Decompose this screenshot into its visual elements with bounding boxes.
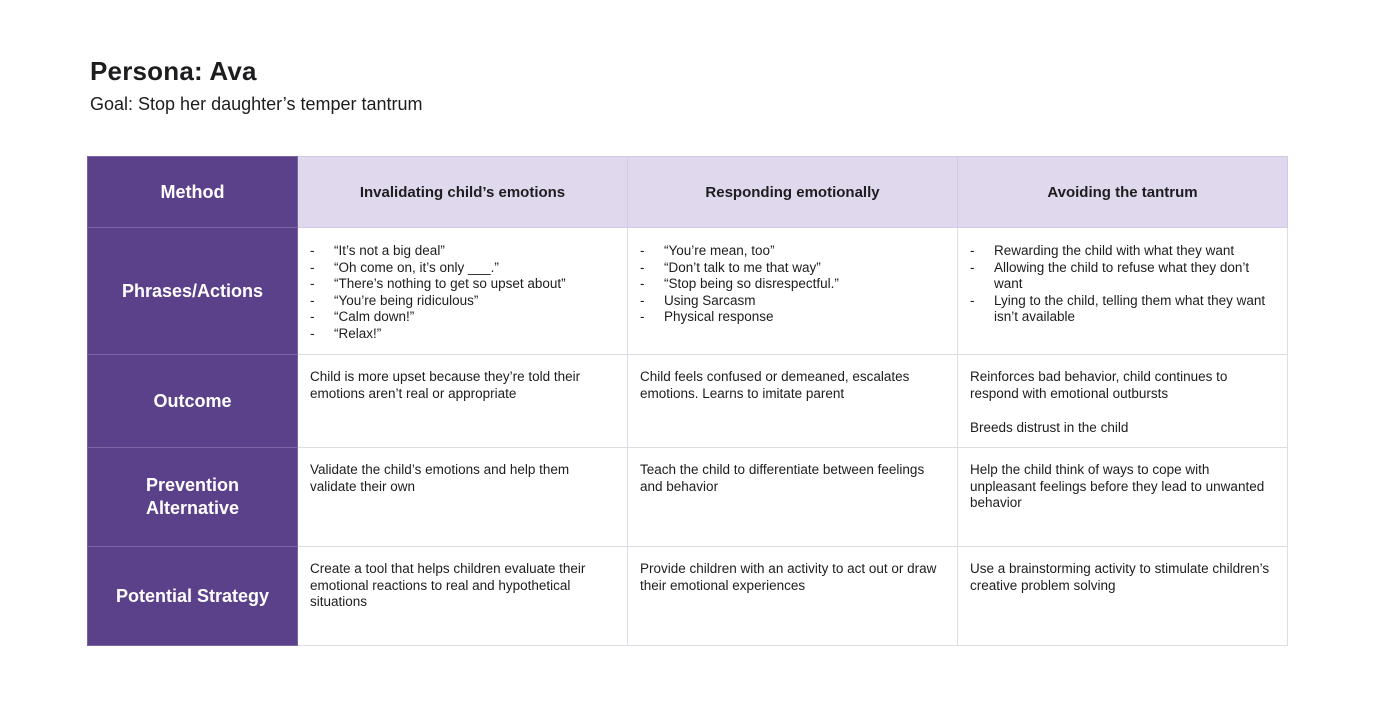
row-label-line: Alternative (145, 498, 240, 518)
cell-text: Reinforces bad behavior, child continues to respond with emotional outbursts (970, 369, 1228, 401)
list-item: - Using Sarcasm (640, 293, 945, 310)
cell-text: Help the child think of ways to cope with unpleasant feelings before they lead to unwanted behavior (970, 462, 1265, 510)
list-item: - “You’re mean, too” (640, 243, 945, 260)
list-item: - Allowing the child to refuse what they don’t want (970, 260, 1275, 293)
phrase-list (970, 243, 1275, 326)
persona-title: Persona: Ava (90, 56, 257, 86)
list-item: - Rewarding the child with what they want (970, 243, 1275, 260)
prevention-cell-responding (628, 448, 958, 547)
strategy-cell-responding (628, 547, 958, 646)
outcome-cell-avoiding (958, 355, 1288, 448)
table-row (88, 355, 1288, 448)
row-label-strategy: Potential Strategy (88, 547, 298, 646)
cell-text: Child is more upset because they’re told their emotions aren’t real or appropriate (310, 369, 581, 401)
column-header-invalidating: Invalidating child’s emotions (298, 157, 628, 228)
list-item: - Physical response (640, 309, 945, 326)
table-row (88, 448, 1288, 547)
prevention-cell-invalidating (298, 448, 628, 547)
list-item: - “It’s not a big deal” (310, 243, 615, 260)
outcome-cell-invalidating (298, 355, 628, 448)
cell-text: Use a brainstorming activity to stimulate children’s creative problem solving (970, 561, 1270, 593)
list-item: - “Calm down!” (310, 309, 615, 326)
cell-text: Teach the child to differentiate between feelings and behavior (640, 462, 925, 494)
row-label-prevention (88, 448, 298, 547)
list-item: - “You’re being ridiculous” (310, 293, 615, 310)
persona-method-table (87, 156, 1288, 646)
table-row (88, 547, 1288, 646)
list-item: - “Oh come on, it’s only ___.” (310, 260, 615, 277)
strategy-cell-invalidating (298, 547, 628, 646)
persona-goal: Goal: Stop her daughter’s temper tantrum (90, 94, 423, 114)
strategy-cell-avoiding (958, 547, 1288, 646)
cell-text: Breeds distrust in the child (970, 420, 1129, 435)
cell-text: Create a tool that helps children evaluate their emotional reactions to real and hypothetical situations (310, 561, 586, 609)
outcome-cell-responding (628, 355, 958, 448)
phrases-cell-avoiding (958, 228, 1288, 355)
list-item: - “Don’t talk to me that way” (640, 260, 945, 277)
prevention-cell-avoiding (958, 448, 1288, 547)
table-header-row (88, 157, 1288, 228)
column-header-responding: Responding emotionally (628, 157, 958, 228)
method-header: Method (88, 157, 298, 228)
row-label-line: Prevention (145, 475, 240, 495)
phrases-cell-invalidating (298, 228, 628, 355)
column-header-avoiding: Avoiding the tantrum (958, 157, 1288, 228)
cell-text: Provide children with an activity to act out or draw their emotional experiences (640, 561, 937, 593)
phrase-list (310, 243, 615, 342)
cell-text: Validate the child’s emotions and help them validate their own (310, 462, 570, 494)
table-row (88, 228, 1288, 355)
list-item: - Lying to the child, telling them what they want isn’t available (970, 293, 1275, 326)
list-item: - “Stop being so disrespectful.” (640, 276, 945, 293)
row-label-outcome: Outcome (88, 355, 298, 448)
list-item: - “There’s nothing to get so upset about” (310, 276, 615, 293)
cell-text: Child feels confused or demeaned, escalates emotions. Learns to imitate parent (640, 369, 910, 401)
list-item: - “Relax!” (310, 326, 615, 343)
phrase-list (640, 243, 945, 326)
row-label-phrases: Phrases/Actions (88, 228, 298, 355)
phrases-cell-responding (628, 228, 958, 355)
